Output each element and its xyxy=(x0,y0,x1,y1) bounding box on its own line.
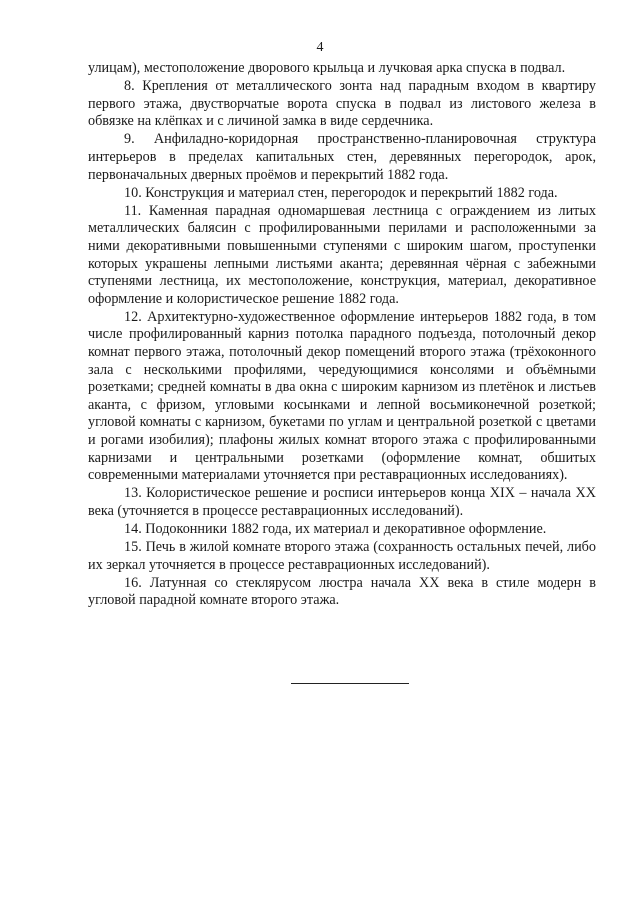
paragraph-item-13: 13. Колористическое решение и росписи интерьеров конца XIX – начала XX века (уточняется в процессе реставрационных исследований). xyxy=(88,485,596,519)
page-number: 4 xyxy=(316,40,324,55)
paragraph-item-10: 10. Конструкция и материал стен, перегородок и перекрытий 1882 года. xyxy=(124,184,558,201)
end-divider-line xyxy=(291,683,409,684)
paragraph-item-12: 12. Архитектурно-художественное оформление интерьеров 1882 года, в том числе профилированный карниз потолка парадного подъезда, потолочный декор комнат первого этажа, потолочный декор помещений второго этажа (трёхоконного зала с несколькими профилями, чередующимися консолями и объёмными розетками; средней комнаты в два окна с широким карнизом из плетёнок и листьев аканта, с фризом, угловыми косынками и лепной восьмиконечной розеткой; угловой комнаты с карнизом, букетами по углам и центральной розеткой с цветами и рогами изобилия); плафоны жилых комнат второго этажа с профилированными карнизами и центральными розетками (оформление комнат, обшитых современными материалами уточняется при реставрационных исследованиях). xyxy=(88,308,596,484)
paragraph-item-8: 8. Крепления от металлического зонта над парадным входом в квартиру первого этажа, двустворчатые ворота спуска в подвал из листового железа в обвязке на клёпках и с личиной замка в виде сердечника. xyxy=(88,78,596,130)
paragraph-item-16: 16. Латунная со стеклярусом люстра начала XX века в стиле модерн в угловой парадной комнате второго этажа. xyxy=(88,574,596,609)
paragraph-item-9: 9. Анфиладно-коридорная пространственно-планировочная структура интерьеров в пределах капитальных стен, деревянных перегородок, арок, первоначальных дверных проёмов и перекрытий 1882 года. xyxy=(88,131,596,183)
paragraph-item-15: 15. Печь в жилой комнате второго этажа (сохранность остальных печей, либо их зеркал уточняется в процессе реставрационных исследований). xyxy=(88,539,596,573)
paragraph-item-11: 11. Каменная парадная одномаршевая лестница с ограждением из литых металлических балясин с профилированными перилами и расположенными за ними декоративными повышенными ступенями с широким шагом, проступенки которых украшены лепными листьями аканта; деревянная чёрная с забежными ступенями лестница, их местоположение, конструкция, материал, декоративное оформление и колористическое решение 1882 года. xyxy=(88,202,596,307)
document-body xyxy=(88,60,596,610)
paragraph-item-14: 14. Подоконники 1882 года, их материал и декоративное оформление. xyxy=(124,520,547,537)
paragraph-continuation: улицам), местоположение дворового крыльца и лучковая арка спуска в подвал. xyxy=(88,60,566,76)
